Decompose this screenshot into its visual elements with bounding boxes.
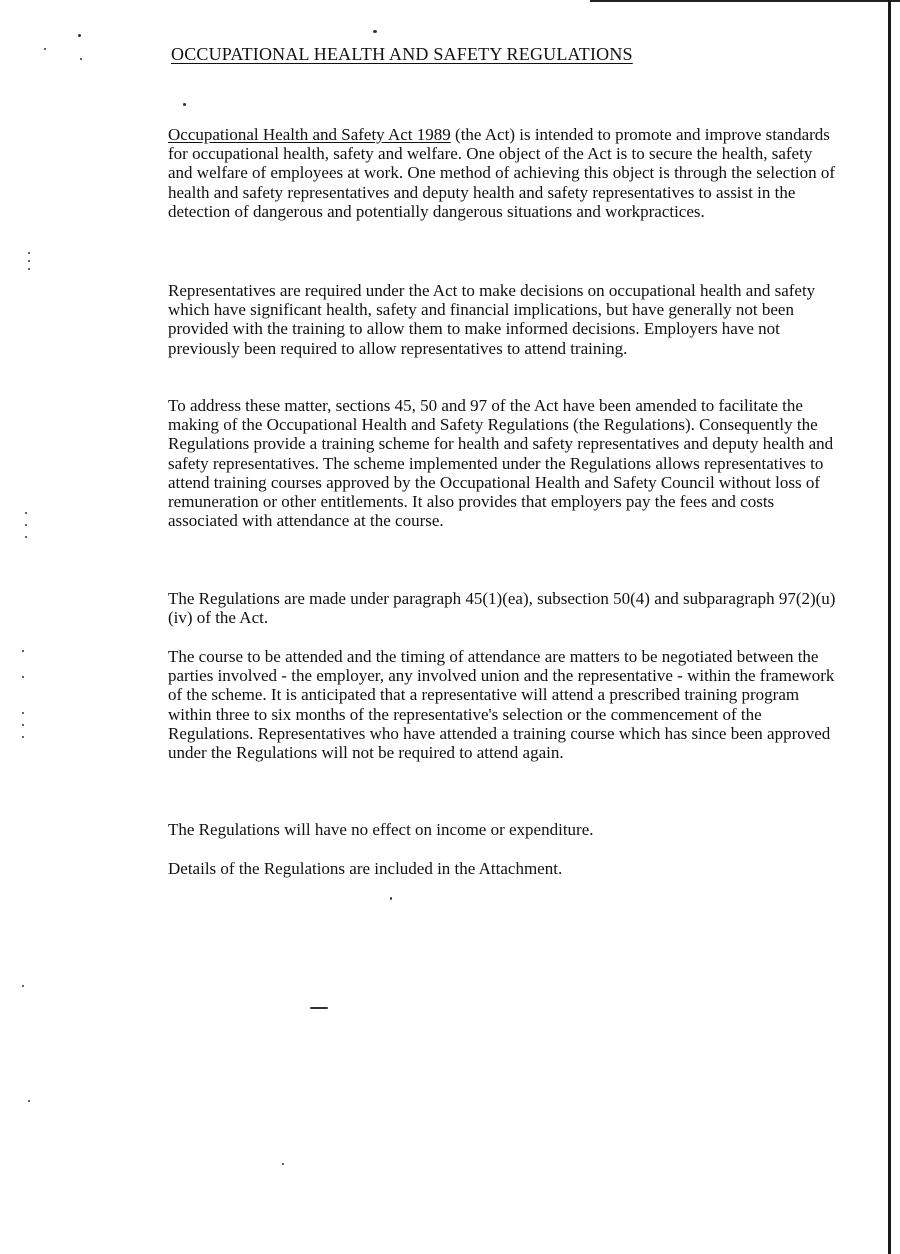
paragraph-legal-basis: The Regulations are made under paragraph 45(1)(ea), subsection 50(4) and subparagraph 97(2)(u)(iv) of the Act. bbox=[168, 589, 836, 628]
scan-speck bbox=[22, 736, 24, 738]
scan-speck bbox=[373, 30, 377, 33]
scan-speck bbox=[22, 676, 24, 678]
scan-speck bbox=[310, 1007, 328, 1009]
scan-edge-right bbox=[888, 0, 891, 1254]
scan-speck bbox=[22, 650, 24, 652]
scan-speck bbox=[80, 58, 82, 60]
scan-speck bbox=[25, 512, 27, 514]
scan-speck bbox=[25, 524, 27, 526]
paragraph-amendments: To address these matter, sections 45, 50 and 97 of the Act have been amended to facilitate the making of the Occupational Health and Safety Regulations (the Regulations). Consequently the Regulations provide a training scheme for health and safety representatives and deputy health and safety representatives. The scheme implemented under the Regulations allows representatives to attend training courses approved by the Occupational Health and Safety Council without loss of remuneration or other entitlements. It also provides that employers pay the fees and costs associated with attendance at the course. bbox=[168, 396, 834, 531]
scan-speck bbox=[390, 897, 392, 900]
scan-speck bbox=[25, 536, 27, 538]
paragraph-course-attendance: The course to be attended and the timing of attendance are matters to be negotiated between the parties involved - the employer, any involved union and the representative - within the framework of the scheme. It is anticipated that a representative will attend a prescribed training program within three to six months of the representative's selection or the commencement of the Regulations. Representatives who have attended a training course which has since been approved under the Regulations will not be required to attend again. bbox=[168, 647, 835, 763]
paragraph-financial-effect: The Regulations will have no effect on income or expenditure. bbox=[168, 820, 594, 839]
paragraph-attachment-note: Details of the Regulations are included in the Attachment. bbox=[168, 859, 563, 878]
scan-speck bbox=[44, 48, 46, 50]
scan-speck bbox=[22, 985, 24, 987]
document-title: OCCUPATIONAL HEALTH AND SAFETY REGULATIONS bbox=[171, 44, 633, 64]
scan-speck bbox=[28, 268, 30, 270]
scan-speck bbox=[282, 1163, 284, 1165]
paragraph-intro bbox=[168, 125, 836, 221]
scan-speck bbox=[28, 260, 30, 262]
scan-speck bbox=[28, 1100, 30, 1102]
act-name: Occupational Health and Safety Act 1989 bbox=[168, 125, 451, 144]
scan-speck bbox=[28, 252, 30, 254]
scan-speck bbox=[78, 34, 81, 37]
scan-speck bbox=[22, 724, 24, 726]
scan-speck bbox=[22, 712, 24, 714]
scan-edge-top bbox=[590, 0, 900, 2]
scan-speck bbox=[183, 103, 186, 106]
paragraph-intro-text: (the Act) is intended to promote and improve standards for occupational health, safety and welfare. One object of the Act is to secure the health, safety and welfare of employees at work. One method of achieving this object is through the selection of health and safety representatives and deputy health and safety representatives to assist in the detection of dangerous and potentially dangerous situations and workpractices. bbox=[168, 125, 836, 221]
paragraph-representatives: Representatives are required under the Act to make decisions on occupational health and safety which have significant health, safety and financial implications, but have generally not been provided with the training to allow them to make informed decisions. Employers have not previously been required to allow representatives to attend training. bbox=[168, 281, 816, 358]
